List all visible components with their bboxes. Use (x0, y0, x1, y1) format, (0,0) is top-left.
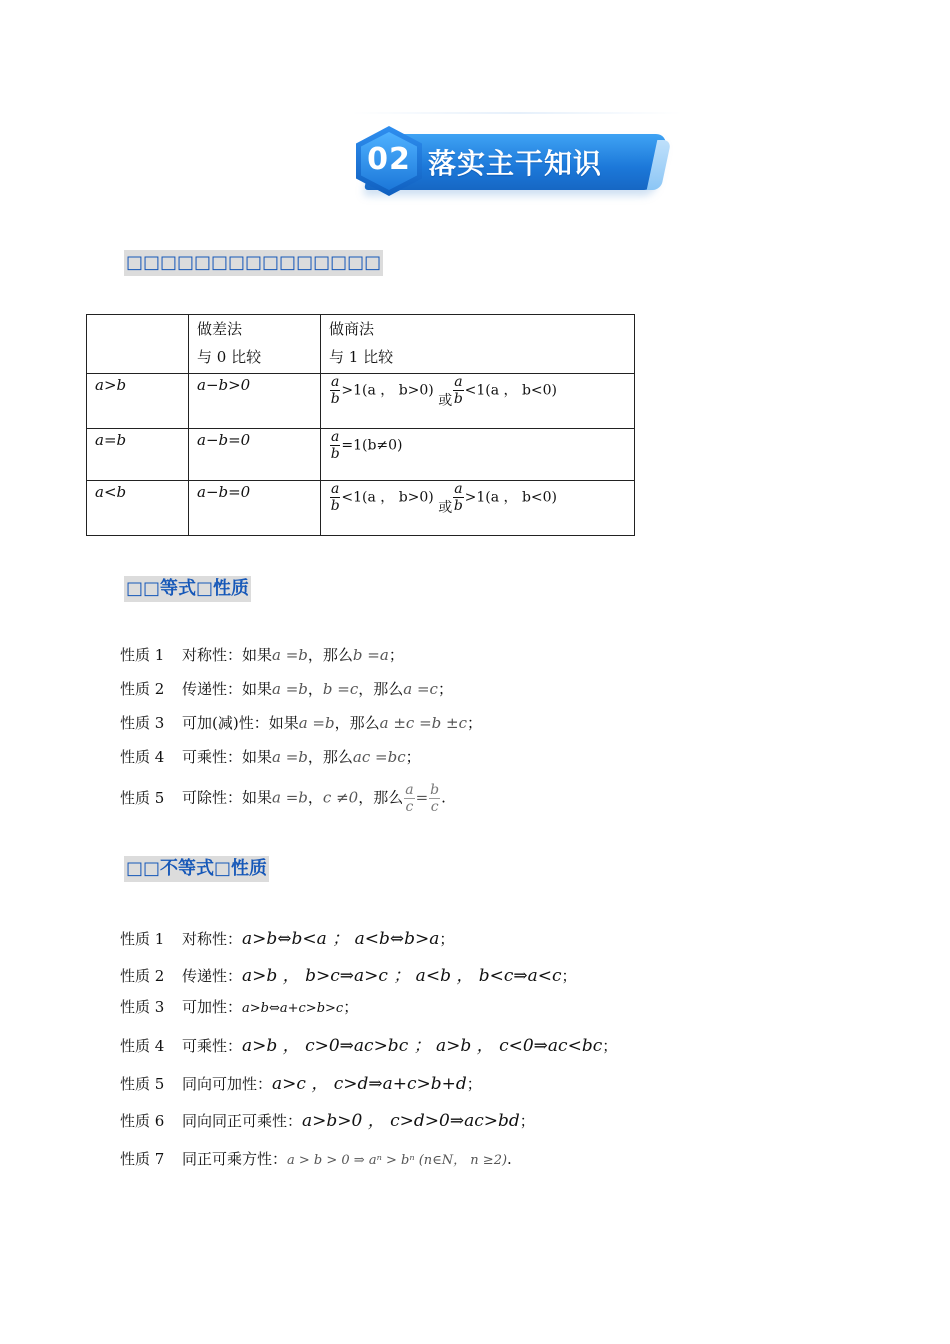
fraction: $\frac{a}{b}$ (330, 481, 340, 514)
fraction: $\frac{a}{b}$ (330, 374, 340, 407)
relation-cell: a>b (87, 374, 189, 429)
inequality-property-6: 性质 6 同向同正可乘性：a>b>0 ， c>d>0⇒ac>bd； (120, 1111, 535, 1131)
fraction: $\frac{a}{b}$ (330, 429, 340, 462)
comparison-table (86, 314, 635, 536)
fraction: $\frac{a}{b}$ (453, 374, 463, 407)
equality-property-5: 性质 5 可除性：如果a =b，c ≠0，那么 $\frac{a}{c}$ = $\frac{b}{c}$ . (120, 782, 446, 815)
section-heading-comparison: □□□□□□□□□□□□□□□ (124, 250, 383, 276)
header-quotient-title: 做商法 (329, 320, 375, 338)
quotient-condition: <1(a ， b>0) (341, 489, 434, 506)
header-quotient-sub: 与 1 比较 (329, 348, 394, 366)
relation-cell: a<b (87, 481, 189, 536)
equality-property-2: 性质 2 传递性：如果a =b，b =c，那么a =c； (120, 680, 453, 698)
header-difference-title: 做差法 (197, 320, 243, 338)
inequality-property-1: 性质 1 对称性：a>b⇔b<a ； a<b⇔b>a； (120, 929, 455, 949)
quotient-condition: =1(b≠0) (341, 437, 403, 454)
quotient-condition: >1(a ， b<0) (464, 489, 558, 506)
header-cell-difference (189, 315, 321, 374)
table-row (87, 429, 635, 481)
difference-cell: a−b=0 (189, 481, 321, 536)
quotient-condition: >1(a ， b>0) (341, 382, 434, 399)
table-header-row (87, 315, 635, 374)
quotient-condition: <1(a ， b<0) (464, 382, 558, 399)
difference-cell: a−b>0 (189, 374, 321, 429)
header-difference-sub: 与 0 比较 (197, 348, 262, 366)
quotient-cell (321, 429, 635, 481)
banner-number: 02 (367, 142, 411, 177)
header-cell-empty (87, 315, 189, 374)
inequality-property-2: 性质 2 传递性：a>b ， b>c⇒a>c ； a<b ， b<c⇒a<c； (120, 966, 577, 986)
inequality-property-5: 性质 5 同向可加性：a>c ， c>d⇒a+c>b+d； (120, 1074, 482, 1094)
equality-property-4: 性质 4 可乘性：如果a =b，那么ac =bc； (120, 748, 421, 766)
table-row (87, 374, 635, 429)
relation-cell: a=b (87, 429, 189, 481)
equality-property-1: 性质 1 对称性：如果a =b，那么b =a； (120, 646, 404, 664)
difference-cell: a−b=0 (189, 429, 321, 481)
equality-property-3: 性质 3 可加(减)性：如果a =b，那么a ±c =b ±c； (120, 714, 482, 732)
quotient-cell (321, 374, 635, 429)
section-heading-inequality: □□不等式□性质 (124, 856, 269, 882)
inequality-property-4: 性质 4 可乘性：a>b ， c>0⇒ac>bc ； a>b ， c<0⇒ac<bc； (120, 1036, 618, 1056)
fraction: $\frac{b}{c}$ (430, 782, 440, 815)
fraction: $\frac{a}{c}$ (405, 782, 414, 815)
section-banner (352, 112, 682, 204)
banner-top-line (352, 112, 682, 114)
inequality-property-3: 性质 3 可加性：a>b⇔a+c>b>c； (120, 998, 359, 1016)
banner-title: 落实主干知识 (428, 147, 603, 180)
or-word: 或 (438, 499, 453, 516)
quotient-cell (321, 481, 635, 536)
inequality-property-7: 性质 7 同正可乘方性：a > b > 0 ⇒ aⁿ > bⁿ (n∈N， n ≥2). (120, 1150, 512, 1168)
table-row (87, 481, 635, 536)
or-word: 或 (438, 392, 453, 409)
header-cell-quotient (321, 315, 635, 374)
fraction: $\frac{a}{b}$ (453, 481, 463, 514)
section-heading-equality: □□等式□性质 (124, 576, 251, 602)
